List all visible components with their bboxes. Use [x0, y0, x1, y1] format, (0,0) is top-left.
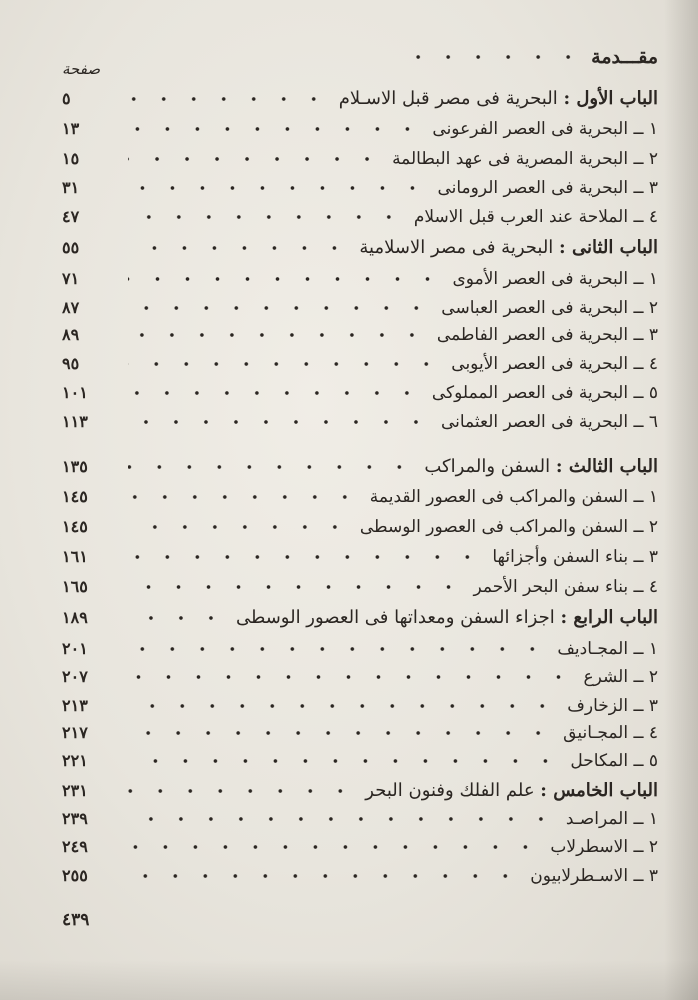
toc-page-number: ٢٠٧ [62, 667, 88, 686]
toc-entry-title: ١ ــ البحرية فى العصر الأموى [452, 269, 658, 289]
toc-entry-title: ١ ــ السفن والمراكب فى العصور القديمة [369, 487, 658, 507]
toc-section-row [62, 806, 658, 832]
intro-entry [398, 44, 658, 70]
toc-leader-dots [128, 778, 355, 804]
toc-entry-title: ٥ ــ المكاحل [570, 751, 658, 771]
toc-entry-title: ٣ ــ البحرية فى العصر الفاطمى [436, 325, 658, 345]
toc-section-row [62, 175, 658, 201]
toc-section-row [62, 380, 658, 406]
toc-entry-title [236, 605, 658, 631]
toc-entry-title [339, 86, 658, 112]
toc-leader-dots [128, 86, 329, 112]
toc-entry-title [365, 778, 658, 804]
toc-chapter-prefix: الباب الأول : [563, 88, 658, 109]
toc-entry-title: ٤ ــ بناء سفن البحر الأحمر [473, 577, 658, 597]
toc-section-row [62, 351, 658, 377]
toc-section-row [62, 834, 658, 860]
toc-leader-dots [128, 863, 520, 889]
toc-page-number: ٢٣٩ [62, 809, 88, 828]
toc-page-number: ١٦١ [62, 547, 88, 566]
toc-chapter-row [62, 86, 658, 112]
toc-page-number: ١٨٩ [62, 608, 88, 627]
toc-leader-dots [128, 266, 443, 292]
toc-entry-title: ٢ ــ الاسطرلاب [550, 837, 658, 857]
toc-page-number: ٩٥ [62, 354, 80, 373]
toc-entry-title: ٢ ــ البحرية المصرية فى عهد البطالمة [392, 149, 658, 169]
page-column-label: صفحة [62, 60, 101, 78]
toc-leader-dots [128, 834, 540, 860]
toc-chapter-prefix: الباب الثانى : [559, 237, 658, 258]
toc-leader-dots [128, 693, 557, 719]
toc-section-row [62, 863, 658, 889]
toc-entry-title: ٤ ــ المجـانيق [563, 723, 658, 743]
intro-label: مقـــدمة [591, 46, 658, 68]
toc-page-number: ٢٠١ [62, 639, 88, 658]
toc-leader-dots [128, 409, 431, 435]
toc-chapter-title: اجزاء السفن ومعداتها فى العصور الوسطى [235, 607, 555, 628]
toc-leader-dots [128, 322, 427, 348]
toc-entry-title: ١ ــ المراصـد [565, 809, 658, 829]
toc-page-number: ٢٢١ [62, 751, 88, 770]
toc-leader-dots [128, 636, 547, 662]
toc-chapter-prefix: الباب الخامس : [540, 780, 658, 801]
toc-page-number: ٨٧ [62, 298, 80, 317]
toc-leader-dots [128, 351, 441, 377]
toc-section-row [62, 266, 658, 292]
toc-section-row [62, 693, 658, 719]
toc-chapter-prefix: الباب الرابع : [560, 607, 658, 628]
toc-section-row [62, 720, 658, 746]
toc-leader-dots [128, 204, 404, 230]
toc-leader-dots [128, 544, 482, 570]
toc-leader-dots [128, 175, 427, 201]
toc-leader-dots [128, 235, 349, 261]
toc-chapter-title: البحرية فى مصر الاسلامية [359, 237, 554, 258]
toc-leader-dots [128, 720, 553, 746]
toc-section-row [62, 748, 658, 774]
toc-chapter-prefix: الباب الثالث : [555, 456, 658, 477]
toc-section-row [62, 409, 658, 435]
toc-page-number: ٥ [62, 89, 71, 108]
toc-section-row [62, 574, 658, 600]
toc-page-number: ٢١٧ [62, 723, 88, 742]
toc-entry-title: ٢ ــ البحرية فى العصر العباسى [441, 298, 658, 318]
toc-entry-title: ٣ ــ بناء السفن وأجزائها [492, 547, 658, 567]
toc-entry-title: ٢ ــ الشرع [583, 667, 658, 687]
toc-section-row [62, 484, 658, 510]
toc-section-row [62, 116, 658, 142]
toc-entry-title: ١ ــ البحرية فى العصر الفرعونى [432, 119, 658, 139]
toc-page-number: ٢٤٩ [62, 837, 88, 856]
toc-entry-title [359, 235, 658, 261]
toc-chapter-row [62, 235, 658, 261]
toc-page-number: ١٤٥ [62, 517, 88, 536]
toc-page-number: ٨٩ [62, 325, 80, 344]
toc-chapter-title: علم الفلك وفنون البحر [365, 780, 535, 801]
toc-chapter-title: السفن والمراكب [424, 456, 551, 477]
toc-leader-dots [128, 454, 414, 480]
toc-section-row [62, 664, 658, 690]
toc-entry-title: ٣ ــ الاسـطرلابيون [530, 866, 658, 886]
toc-section-row [62, 322, 658, 348]
toc-page-number: ٥٥ [62, 238, 80, 257]
spine-shadow [664, 0, 698, 1000]
toc-chapter-row [62, 778, 658, 804]
toc-leader-dots [128, 574, 464, 600]
toc-section-row [62, 146, 658, 172]
bottom-shadow [0, 960, 698, 1000]
toc-page-number: ١٠١ [62, 383, 88, 402]
toc-entry-title: ٣ ــ الزخارف [567, 696, 658, 716]
intro-leader-dots [398, 44, 583, 70]
toc-leader-dots [128, 380, 422, 406]
toc-entry-title: ١ ــ المجـاديف [557, 639, 658, 659]
toc-section-row [62, 636, 658, 662]
toc-leader-dots [128, 146, 382, 172]
toc-entry-title: ٢ ــ السفن والمراكب فى العصور الوسطى [359, 517, 658, 537]
toc-entry-title: ٣ ــ البحرية فى العصر الرومانى [437, 178, 658, 198]
toc-leader-dots [128, 484, 360, 510]
toc-page-number: ١١٣ [62, 412, 88, 431]
toc-page-number: ١٣٥ [62, 457, 88, 476]
toc-entry-title: ٦ ــ البحرية فى العصر العثمانى [440, 412, 658, 432]
toc-page-number: ٢١٣ [62, 696, 88, 715]
toc-chapter-title: البحرية فى مصر قبل الاسـلام [338, 88, 558, 109]
toc-entry-title [424, 454, 658, 480]
toc-page-number: ٢٥٥ [62, 866, 88, 885]
toc-section-row [62, 204, 658, 230]
toc-page-number: ٧١ [62, 269, 80, 288]
toc-chapter-row [62, 605, 658, 631]
toc-page-number: ١٣ [62, 119, 80, 138]
toc-entry-title: ٥ ــ البحرية فى العصر المملوكى [431, 383, 658, 403]
toc-leader-dots [128, 605, 226, 631]
toc-leader-dots [128, 295, 431, 321]
toc-leader-dots [128, 664, 573, 690]
toc-leader-dots [128, 806, 556, 832]
toc-section-row [62, 544, 658, 570]
toc-section-row [62, 295, 658, 321]
toc-chapter-row [62, 454, 658, 480]
toc-section-row [62, 514, 658, 540]
toc-leader-dots [128, 514, 350, 540]
toc-page-number: ١٤٥ [62, 487, 88, 506]
toc-entry-title: ٤ ــ الملاحة عند العرب قبل الاسلام [413, 207, 658, 227]
toc-page-number: ١٦٥ [62, 577, 88, 596]
toc-page-number: ٢٣١ [62, 781, 88, 800]
toc-leader-dots [128, 116, 422, 142]
toc-leader-dots [128, 748, 560, 774]
toc-page-number: ٣١ [62, 178, 80, 197]
footer-page-number: ٤٣٩ [62, 910, 90, 930]
toc-page-number: ٤٧ [62, 207, 80, 226]
toc-entry-title: ٤ ــ البحرية فى العصر الأيوبى [451, 354, 658, 374]
toc-page-number: ١٥ [62, 149, 80, 168]
